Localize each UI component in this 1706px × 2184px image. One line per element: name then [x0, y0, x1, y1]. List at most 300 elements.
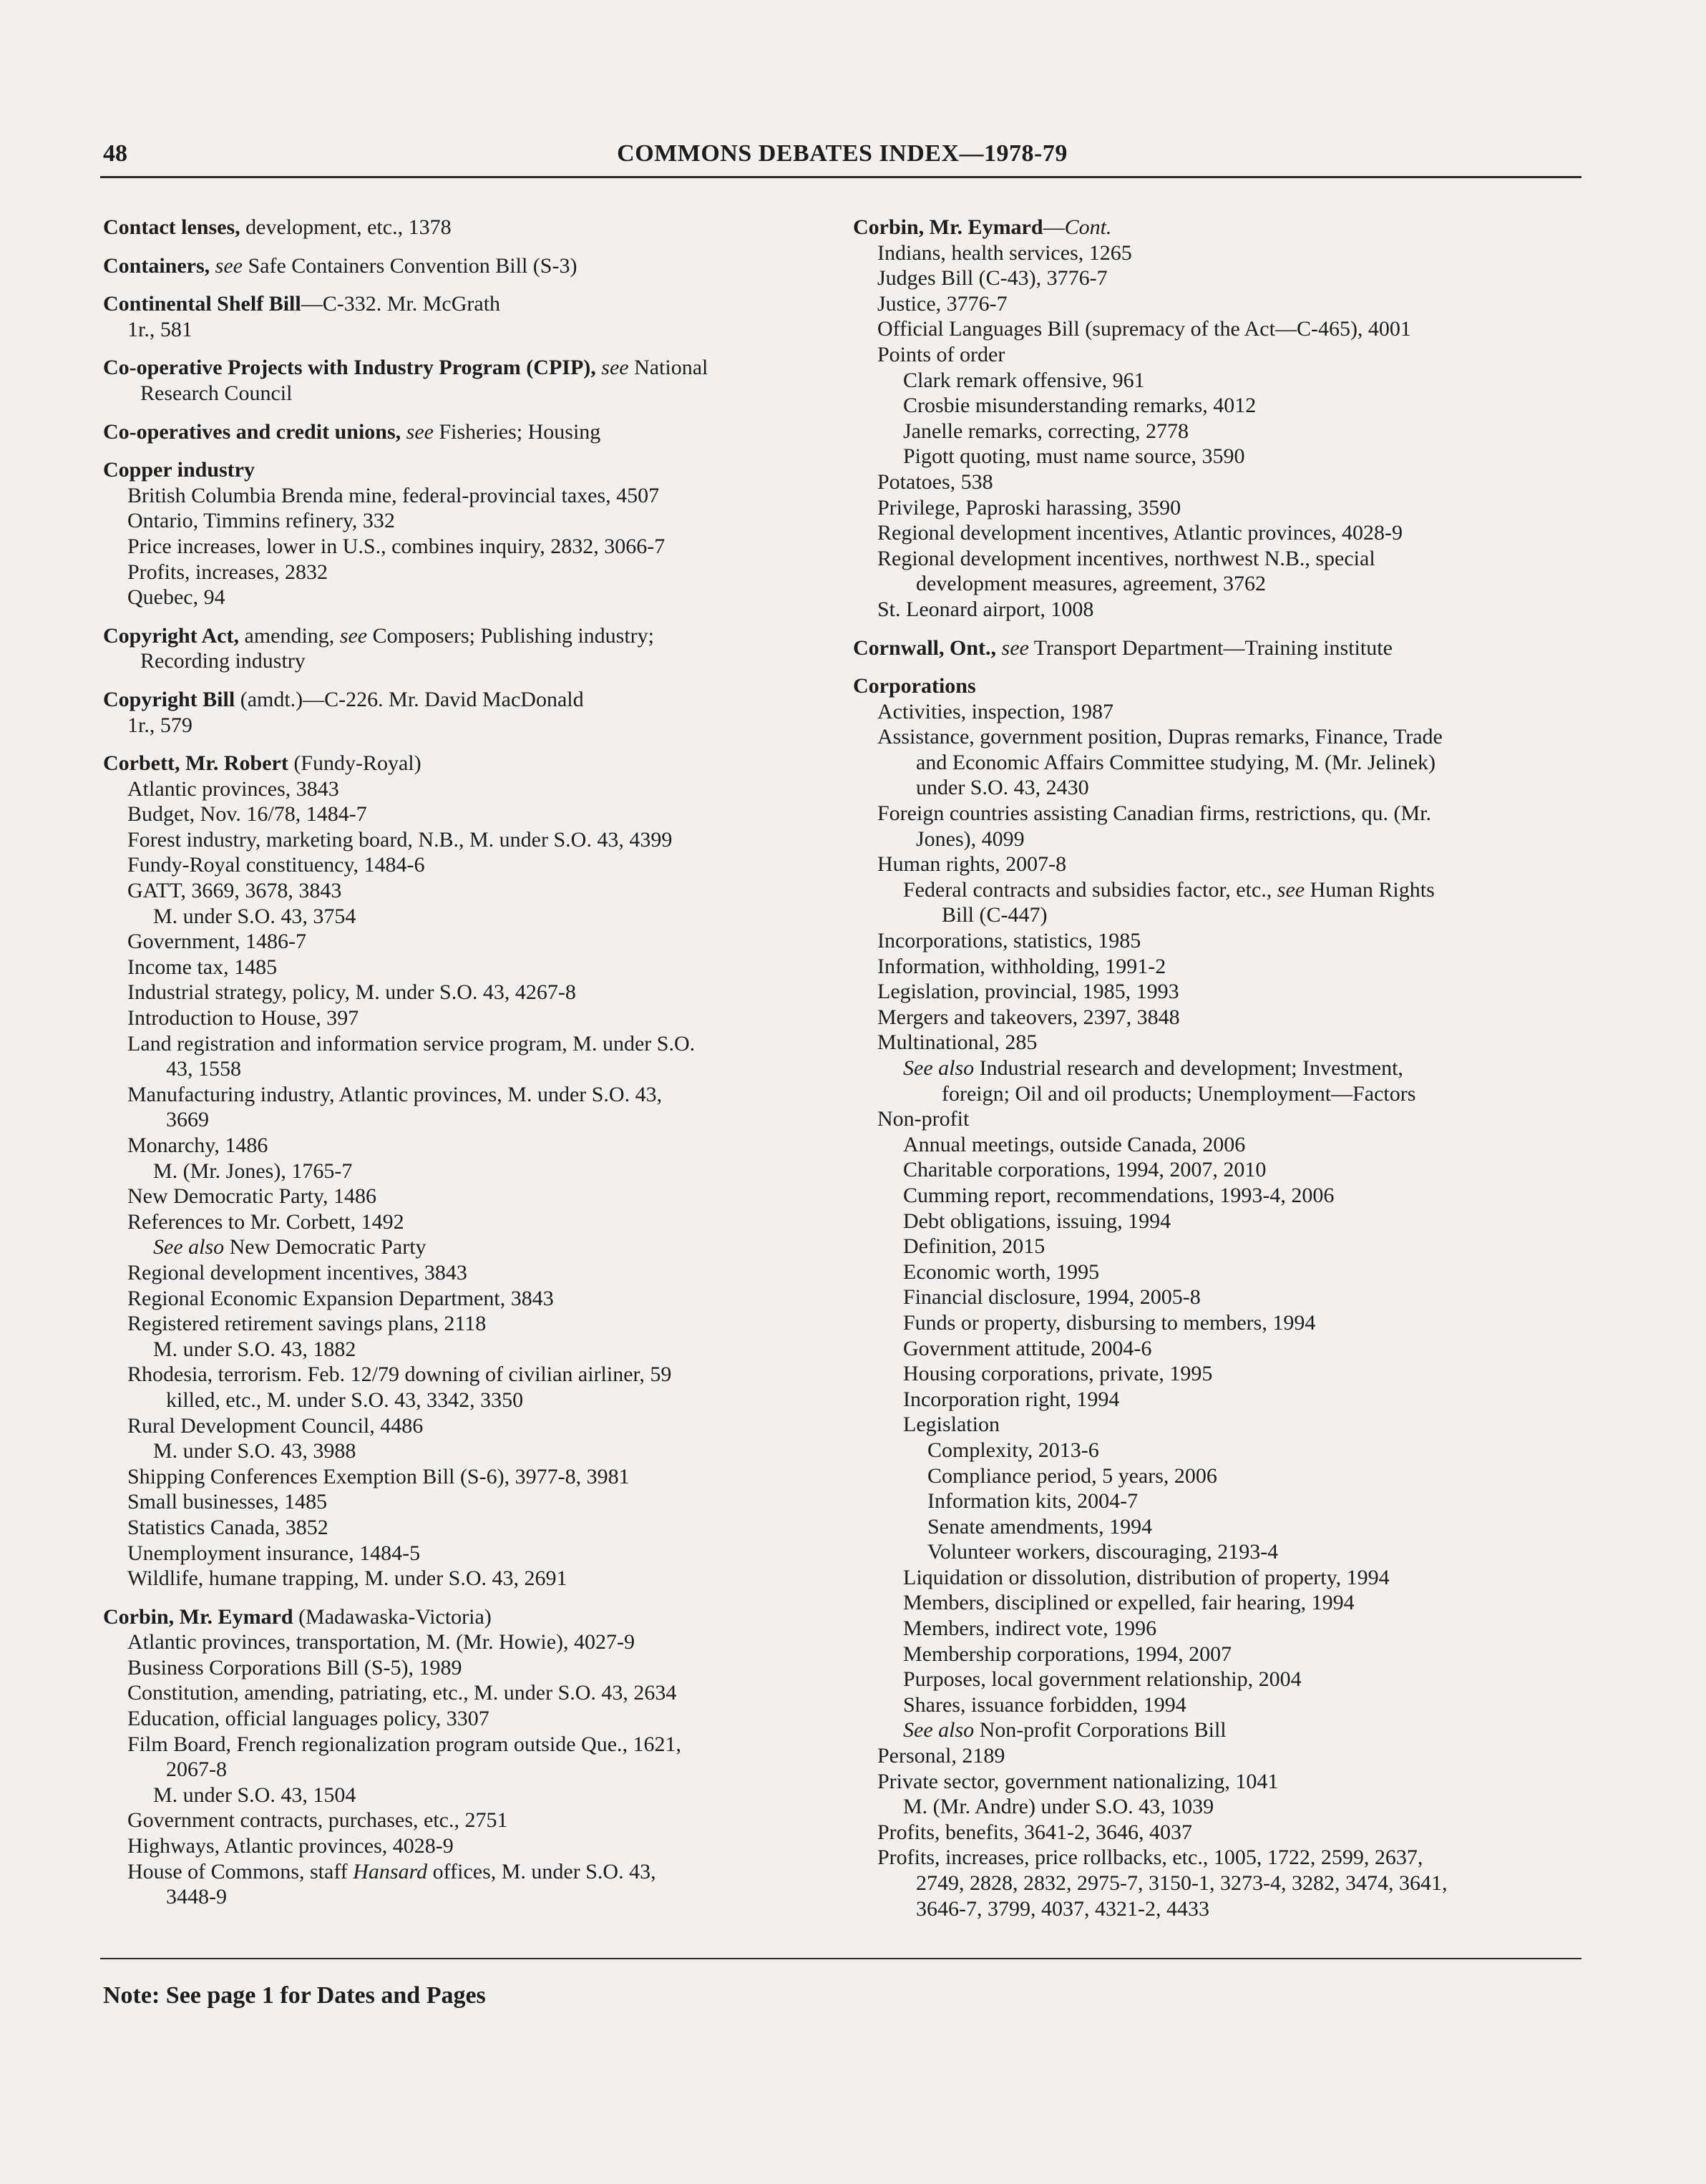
- entry-text: Debt obligations, issuing, 1994: [903, 1209, 1171, 1233]
- entry-text: Economic worth, 1995: [903, 1259, 1100, 1284]
- entry-text: Non-profit: [877, 1107, 970, 1131]
- index-subentry-line: [103, 1413, 819, 1439]
- index-heading-line: [103, 291, 819, 317]
- entry-text: Volunteer workers, discouraging, 2193-4: [927, 1540, 1279, 1564]
- index-subentry-line: [103, 1783, 819, 1808]
- index-subentry-line: [103, 560, 819, 585]
- index-entry: [103, 355, 819, 406]
- entry-text: Activities, inspection, 1987: [877, 699, 1113, 723]
- index-subentry-line: [103, 1005, 819, 1031]
- entry-text: Assistance, government position, Dupras remarks, Finance, Trade: [877, 725, 1443, 749]
- footer-note: Note: See page 1 for Dates and Pages: [103, 1982, 486, 2009]
- entry-text: Legislation: [903, 1413, 1000, 1437]
- index-subentry-line: [853, 1081, 1576, 1107]
- index-subentry-line: [853, 1692, 1576, 1718]
- index-subentry-line: [103, 1107, 819, 1133]
- entry-text: Federal contracts and subsidies factor, etc.,: [903, 877, 1277, 902]
- index-subentry-line: [103, 1833, 819, 1859]
- entry-heading: Corbin, Mr. Eymard: [853, 215, 1043, 239]
- index-subentry-line: [103, 1311, 819, 1337]
- entry-text: Official Languages Bill (supremacy of the Act—C-465), 4001: [877, 317, 1411, 341]
- index-subentry-line: [103, 1159, 819, 1184]
- index-subentry-line: [853, 520, 1576, 546]
- index-subentry-line: [103, 1541, 819, 1566]
- header-rule: [100, 176, 1581, 178]
- index-subentry-line: [853, 699, 1576, 725]
- index-subentry-line: [853, 1234, 1576, 1259]
- entry-text: M. under S.O. 43, 3988: [153, 1439, 356, 1463]
- entry-text: Potatoes, 538: [877, 469, 993, 494]
- index-subentry-line: [853, 419, 1576, 444]
- index-subentry-line: [853, 1590, 1576, 1616]
- entry-text: Purposes, local government relationship, 2004: [903, 1667, 1302, 1692]
- index-heading-line: [103, 687, 819, 713]
- index-subentry-line: [853, 1794, 1576, 1820]
- entry-text: Constitution, amending, patriating, etc., M. under S.O. 43, 2634: [127, 1681, 677, 1705]
- entry-text: Members, indirect vote, 1996: [903, 1617, 1157, 1641]
- index-entry: [103, 623, 819, 674]
- index-subentry-line: [103, 1234, 819, 1260]
- index-subentry-line: [853, 1412, 1576, 1438]
- entry-text: 3448-9: [166, 1885, 227, 1909]
- entry-text: Profits, increases, price rollbacks, etc., 1005, 1722, 2599, 2637,: [877, 1846, 1423, 1870]
- entry-text: Legislation, provincial, 1985, 1993: [877, 980, 1179, 1004]
- entry-text: Personal, 2189: [877, 1744, 1005, 1768]
- entry-heading: Co-operative Projects with Industry Program (CPIP),: [103, 356, 596, 380]
- entry-text: Incorporation right, 1994: [903, 1387, 1120, 1411]
- index-subentry-line: [853, 1616, 1576, 1642]
- index-subentry-line: [853, 368, 1576, 394]
- index-subentry-line: [103, 1515, 819, 1541]
- index-subentry-line: [103, 955, 819, 980]
- entry-text: Income tax, 1485: [127, 955, 278, 979]
- index-subentry-line: [853, 1284, 1576, 1310]
- entry-text: Points of order: [877, 342, 1005, 366]
- entry-text: —: [1043, 215, 1065, 239]
- index-subentry-line: [103, 1438, 819, 1464]
- entry-text: Annual meetings, outside Canada, 2006: [903, 1132, 1246, 1156]
- page-header: [103, 140, 1581, 177]
- index-subentry-line: [853, 1157, 1576, 1183]
- index-subentry-line: [853, 342, 1576, 368]
- entry-text: killed, etc., M. under S.O. 43, 3342, 3350: [166, 1388, 524, 1412]
- index-subentry-line: [853, 1896, 1576, 1922]
- entry-text: 3646-7, 3799, 4037, 4321-2, 4433: [916, 1896, 1209, 1921]
- entry-text: References to Mr. Corbett, 1492: [127, 1209, 404, 1234]
- entry-text: Liquidation or dissolution, distribution of property, 1994: [903, 1565, 1390, 1589]
- entry-text: [996, 636, 1002, 660]
- index-subentry-line: [853, 495, 1576, 521]
- index-subentry-line: [853, 1310, 1576, 1336]
- index-subentry-line: [853, 1463, 1576, 1489]
- entry-text: 2749, 2828, 2832, 2975-7, 3150-1, 3273-4, 3282, 3474, 3641,: [916, 1871, 1448, 1895]
- entry-text: Regional development incentives, Atlantic provinces, 4028-9: [877, 521, 1403, 545]
- index-entry: [853, 635, 1576, 661]
- index-subentry-line: [853, 265, 1576, 291]
- entry-text: GATT, 3669, 3678, 3843: [127, 879, 342, 903]
- index-subentry-line: [103, 776, 819, 802]
- index-subentry-line: [853, 1106, 1576, 1132]
- entry-text: Recording industry: [140, 649, 306, 673]
- index-subentry-line: [853, 775, 1576, 801]
- entry-heading: Copper industry: [103, 458, 255, 482]
- index-subentry-line: [853, 954, 1576, 980]
- entry-text: (amdt.)—C-226. Mr. David MacDonald: [235, 687, 584, 711]
- index-subentry-line: [103, 1655, 819, 1681]
- entry-text: Senate amendments, 1994: [927, 1514, 1153, 1539]
- index-subentry-line: [853, 1336, 1576, 1362]
- index-subentry-line: [853, 597, 1576, 623]
- entry-text: Forest industry, marketing board, N.B., M. under S.O. 43, 4399: [127, 827, 673, 852]
- entry-text: [210, 254, 215, 278]
- entry-text: Atlantic provinces, transportation, M. (Mr. Howie), 4027-9: [127, 1630, 635, 1654]
- entry-heading: Containers,: [103, 253, 210, 278]
- entry-text: Statistics Canada, 3852: [127, 1515, 328, 1539]
- index-subentry-line: [103, 1884, 819, 1910]
- entry-text: Members, disciplined or expelled, fair hearing, 1994: [903, 1591, 1355, 1615]
- entry-text: Rhodesia, terrorism. Feb. 12/79 downing of civilian airliner, 59: [127, 1362, 672, 1387]
- entry-text: Unemployment insurance, 1484-5: [127, 1541, 421, 1565]
- entry-text: Introduction to House, 397: [127, 1006, 359, 1030]
- entry-text: Bill (C-447): [942, 903, 1048, 927]
- entry-text: (Fundy-Royal): [288, 751, 421, 776]
- index-subentry-line: [853, 316, 1576, 342]
- index-subentry-line: [103, 929, 819, 955]
- index-entry: [103, 457, 819, 610]
- index-subentry-line: [103, 878, 819, 904]
- entry-text: Mergers and takeovers, 2397, 3848: [877, 1005, 1180, 1029]
- index-subentry-line: [103, 1286, 819, 1312]
- index-subentry-line: [853, 1361, 1576, 1387]
- index-entry: [103, 419, 819, 445]
- index-entry: [103, 291, 819, 342]
- entry-heading: Continental Shelf Bill: [103, 292, 301, 316]
- entry-text: Compliance period, 5 years, 2006: [927, 1463, 1217, 1488]
- entry-text: Regional development incentives, 3843: [127, 1260, 467, 1284]
- index-subentry-line: [103, 801, 819, 827]
- entry-text: 1r., 579: [127, 713, 192, 737]
- entry-text: New Democratic Party: [224, 1235, 426, 1259]
- index-subentry-line: [103, 381, 819, 406]
- entry-heading: Copyright Bill: [103, 687, 235, 711]
- entry-text: Research Council: [140, 381, 293, 405]
- index-subentry-line: [103, 980, 819, 1005]
- index-subentry-line: [853, 546, 1576, 572]
- index-subentry-line: [103, 1566, 819, 1591]
- entry-text: National: [628, 356, 708, 380]
- index-subentry-line: [853, 1005, 1576, 1030]
- index-subentry-line: [853, 1030, 1576, 1056]
- index-subentry-line: [853, 444, 1576, 469]
- index-subentry-line: [853, 1743, 1576, 1769]
- index-subentry-line: [853, 1056, 1576, 1081]
- entry-italic-text: See also: [903, 1718, 975, 1742]
- index-subentry-line: [853, 1514, 1576, 1540]
- index-heading-line: [853, 215, 1576, 240]
- entry-text: Definition, 2015: [903, 1234, 1045, 1259]
- entry-heading: Corporations: [853, 674, 976, 698]
- entry-text: Atlantic provinces, 3843: [127, 776, 339, 801]
- index-subentry-line: [103, 534, 819, 560]
- index-subentry-line: [853, 1209, 1576, 1234]
- index-entry: [103, 1604, 819, 1910]
- entry-text: British Columbia Brenda mine, federal-provincial taxes, 4507: [127, 483, 660, 507]
- entry-text: Profits, increases, 2832: [127, 560, 328, 584]
- entry-italic-text: see: [339, 623, 368, 648]
- index-subentry-line: [853, 1387, 1576, 1413]
- index-subentry-line: [853, 240, 1576, 266]
- index-subentry-line: [853, 1132, 1576, 1158]
- entry-text: Quebec, 94: [127, 585, 225, 610]
- index-subentry-line: [103, 1732, 819, 1758]
- index-heading-line: [853, 673, 1576, 699]
- entry-text: Small businesses, 1485: [127, 1490, 328, 1514]
- index-subentry-line: [103, 317, 819, 343]
- entry-text: Business Corporations Bill (S-5), 1989: [127, 1655, 462, 1680]
- entry-text: Information kits, 2004-7: [927, 1489, 1139, 1513]
- index-subentry-line: [103, 508, 819, 534]
- index-subentry-line: [853, 393, 1576, 419]
- index-subentry-line: [853, 1871, 1576, 1896]
- entry-italic-text: see: [1001, 635, 1029, 660]
- entry-text: Education, official languages policy, 3307: [127, 1707, 489, 1731]
- entry-italic-text: see: [406, 419, 434, 444]
- index-subentry-line: [853, 877, 1576, 903]
- entry-text: development, etc., 1378: [240, 215, 452, 239]
- index-subentry-line: [853, 827, 1576, 852]
- index-subentry-line: [853, 928, 1576, 954]
- index-entry: [103, 687, 819, 738]
- left-column: [103, 215, 819, 1923]
- index-subentry-line: [103, 827, 819, 853]
- index-entry: [103, 253, 819, 279]
- index-heading-line: [103, 1604, 819, 1630]
- index-subentry-line: [103, 1184, 819, 1209]
- index-subentry-line: [103, 904, 819, 930]
- index-subentry-line: [103, 713, 819, 738]
- index-subentry-line: [853, 801, 1576, 827]
- entry-text: (Madawaska-Victoria): [293, 1604, 492, 1629]
- index-subentry-line: [103, 585, 819, 610]
- page-number: 48: [103, 140, 127, 167]
- entry-text: Housing corporations, private, 1995: [903, 1362, 1213, 1386]
- entry-text: Fisheries; Housing: [433, 419, 601, 444]
- entry-text: Government, 1486-7: [127, 930, 306, 954]
- entry-text: Human Rights: [1305, 877, 1435, 902]
- entry-text: Indians, health services, 1265: [877, 240, 1132, 265]
- entry-text: Fundy-Royal constituency, 1484-6: [127, 853, 425, 877]
- entry-text: Judges Bill (C-43), 3776-7: [877, 266, 1108, 291]
- entry-text: Jones), 4099: [916, 827, 1025, 851]
- index-subentry-line: [853, 979, 1576, 1005]
- index-heading-line: [853, 635, 1576, 661]
- entry-text: Industrial strategy, policy, M. under S.O. 43, 4267-8: [127, 980, 576, 1005]
- index-subentry-line: [103, 1056, 819, 1082]
- index-subentry-line: [103, 1808, 819, 1833]
- entry-text: New Democratic Party, 1486: [127, 1184, 376, 1209]
- entry-text: Monarchy, 1486: [127, 1134, 268, 1157]
- entry-text: Budget, Nov. 16/78, 1484-7: [127, 802, 367, 827]
- entry-text: Private sector, government nationalizing, 1041: [877, 1769, 1279, 1793]
- entry-text: Crosbie misunderstanding remarks, 4012: [903, 394, 1257, 418]
- index-subentry-line: [853, 1259, 1576, 1285]
- index-heading-line: [103, 623, 819, 649]
- index-subentry-line: [853, 1642, 1576, 1667]
- entry-text: Transport Department—Training institute: [1028, 635, 1393, 660]
- entry-text: Complexity, 2013-6: [927, 1438, 1099, 1462]
- entry-text: 43, 1558: [166, 1057, 241, 1081]
- entry-text: Rural Development Council, 4486: [127, 1413, 424, 1438]
- index-subentry-line: [103, 1680, 819, 1706]
- entry-text: Multinational, 285: [877, 1030, 1038, 1055]
- entry-text: Highways, Atlantic provinces, 4028-9: [127, 1834, 454, 1858]
- index-heading-line: [103, 253, 819, 279]
- entry-text: Justice, 3776-7: [877, 291, 1008, 316]
- index-subentry-line: [853, 1667, 1576, 1692]
- index-subentry-line: [103, 1337, 819, 1362]
- entry-text: Ontario, Timmins refinery, 332: [127, 509, 395, 533]
- entry-text: 1r., 581: [127, 317, 192, 341]
- index-entry: [103, 751, 819, 1591]
- entry-text: Government contracts, purchases, etc., 2751: [127, 1808, 508, 1833]
- entry-italic-text: Cont.: [1064, 215, 1112, 239]
- entry-text: Financial disclosure, 1994, 2005-8: [903, 1285, 1201, 1310]
- entry-text: St. Leonard airport, 1008: [877, 597, 1094, 621]
- index-subentry-line: [853, 750, 1576, 776]
- entry-text: Incorporations, statistics, 1985: [877, 929, 1141, 953]
- entry-text: M. under S.O. 43, 1504: [153, 1783, 356, 1807]
- index-subentry-line: [853, 1717, 1576, 1743]
- index-entry: [853, 673, 1576, 1921]
- entry-text: Clark remark offensive, 961: [903, 368, 1145, 392]
- index-subentry-line: [103, 1362, 819, 1388]
- index-subentry-line: [853, 1539, 1576, 1565]
- index-subentry-line: [853, 571, 1576, 597]
- entry-italic-text: see: [1277, 877, 1305, 902]
- entry-text: Funds or property, disbursing to members, 1994: [903, 1310, 1316, 1335]
- entry-heading: Cornwall, Ont.,: [853, 635, 997, 660]
- entry-text: offices, M. under S.O. 43,: [427, 1859, 656, 1883]
- entry-heading: Corbin, Mr. Eymard: [103, 1604, 293, 1629]
- index-subentry-line: [103, 852, 819, 878]
- entry-text: Janelle remarks, correcting, 2778: [903, 419, 1189, 443]
- entry-text: Pigott quoting, must name source, 3590: [903, 444, 1245, 469]
- entry-text: [401, 420, 406, 444]
- entry-italic-text: See also: [153, 1235, 225, 1259]
- footer-rule: [100, 1958, 1581, 1959]
- entry-italic-text: See also: [903, 1056, 975, 1080]
- entry-text: Price increases, lower in U.S., combines inquiry, 2832, 3066-7: [127, 534, 666, 558]
- entry-text: Shares, issuance forbidden, 1994: [903, 1692, 1186, 1717]
- entry-italic-text: see: [601, 356, 629, 380]
- index-subentry-line: [853, 724, 1576, 750]
- entry-text: Non-profit Corporations Bill: [974, 1718, 1227, 1742]
- index-heading-line: [103, 457, 819, 483]
- entry-text: —C-332. Mr. McGrath: [301, 292, 501, 316]
- index-subentry-line: [853, 469, 1576, 495]
- entry-text: Charitable corporations, 1994, 2007, 2010: [903, 1158, 1267, 1182]
- entry-heading: Copyright Act,: [103, 623, 239, 648]
- index-subentry-line: [853, 1565, 1576, 1591]
- entry-text: Land registration and information service program, M. under S.O.: [127, 1031, 696, 1056]
- index-subentry-line: [103, 1388, 819, 1413]
- entry-text: M. under S.O. 43, 3754: [153, 904, 356, 928]
- entry-text: Regional development incentives, northwest N.B., special: [877, 546, 1375, 570]
- entry-heading: Corbett, Mr. Robert: [103, 751, 288, 776]
- entry-text: M. (Mr. Jones), 1765-7: [153, 1159, 353, 1183]
- index-subentry-line: [103, 1706, 819, 1732]
- entry-text: Foreign countries assisting Canadian firms, restrictions, qu. (Mr.: [877, 801, 1432, 826]
- index-subentry-line: [853, 902, 1576, 928]
- index-subentry-line: [103, 483, 819, 509]
- index-subentry-line: [853, 1820, 1576, 1846]
- entry-text: Profits, benefits, 3641-2, 3646, 4037: [877, 1820, 1192, 1844]
- entry-text: Safe Containers Convention Bill (S-3): [242, 253, 577, 278]
- entry-text: Composers; Publishing industry;: [367, 623, 654, 648]
- index-subentry-line: [853, 1488, 1576, 1514]
- entry-text: development measures, agreement, 3762: [916, 572, 1266, 596]
- entry-text: Film Board, French regionalization program outside Que., 1621,: [127, 1732, 682, 1756]
- entry-text: Human rights, 2007-8: [877, 852, 1067, 877]
- entry-text: foreign; Oil and oil products; Unemployment—Factors: [942, 1081, 1416, 1106]
- index-heading-line: [103, 751, 819, 776]
- entry-italic-text: see: [215, 253, 243, 278]
- index-entry: [103, 215, 819, 240]
- index-subentry-line: [103, 1082, 819, 1108]
- entry-text: Privilege, Paproski harassing, 3590: [877, 495, 1181, 520]
- entry-heading: Co-operatives and credit unions,: [103, 419, 401, 444]
- index-subentry-line: [853, 1769, 1576, 1795]
- index-entry: [853, 215, 1576, 623]
- index-subentry-line: [853, 1438, 1576, 1463]
- index-subentry-line: [103, 1757, 819, 1783]
- entry-heading: Contact lenses,: [103, 215, 240, 239]
- index-subentry-line: [853, 291, 1576, 317]
- entry-text: House of Commons, staff: [127, 1859, 354, 1883]
- index-subentry-line: [103, 1133, 819, 1159]
- index-subentry-line: [103, 648, 819, 674]
- entry-text: Shipping Conferences Exemption Bill (S-6), 3977-8, 3981: [127, 1464, 630, 1488]
- entry-text: and Economic Affairs Committee studying, M. (Mr. Jelinek): [916, 750, 1436, 774]
- entry-text: Information, withholding, 1991-2: [877, 954, 1166, 978]
- index-subentry-line: [103, 1859, 819, 1885]
- index-subentry-line: [853, 1183, 1576, 1209]
- index-subentry-line: [103, 1260, 819, 1286]
- entry-text: Government attitude, 2004-6: [903, 1336, 1152, 1360]
- index-subentry-line: [103, 1209, 819, 1235]
- entry-text: M. under S.O. 43, 1882: [153, 1337, 356, 1361]
- entry-text: under S.O. 43, 2430: [916, 776, 1089, 800]
- entry-text: Cumming report, recommendations, 1993-4, 2006: [903, 1183, 1335, 1207]
- index-heading-line: [103, 355, 819, 381]
- index-subentry-line: [103, 1031, 819, 1057]
- entry-text: amending,: [239, 623, 340, 648]
- entry-text: 2067-8: [166, 1758, 227, 1782]
- entry-text: Regional Economic Expansion Department, 3843: [127, 1286, 554, 1310]
- right-column: [853, 215, 1576, 1934]
- running-head: COMMONS DEBATES INDEX—1978-79: [617, 140, 1068, 167]
- index-heading-line: [103, 215, 819, 240]
- entry-text: 3669: [166, 1108, 209, 1132]
- index-heading-line: [103, 419, 819, 445]
- entry-text: M. (Mr. Andre) under S.O. 43, 1039: [903, 1795, 1214, 1819]
- entry-text: Registered retirement savings plans, 2118: [127, 1312, 487, 1336]
- index-subentry-line: [853, 852, 1576, 877]
- entry-text: Industrial research and development; Investment,: [974, 1056, 1403, 1080]
- entry-text: Membership corporations, 1994, 2007: [903, 1642, 1232, 1666]
- index-subentry-line: [853, 1845, 1576, 1871]
- index-subentry-line: [103, 1464, 819, 1490]
